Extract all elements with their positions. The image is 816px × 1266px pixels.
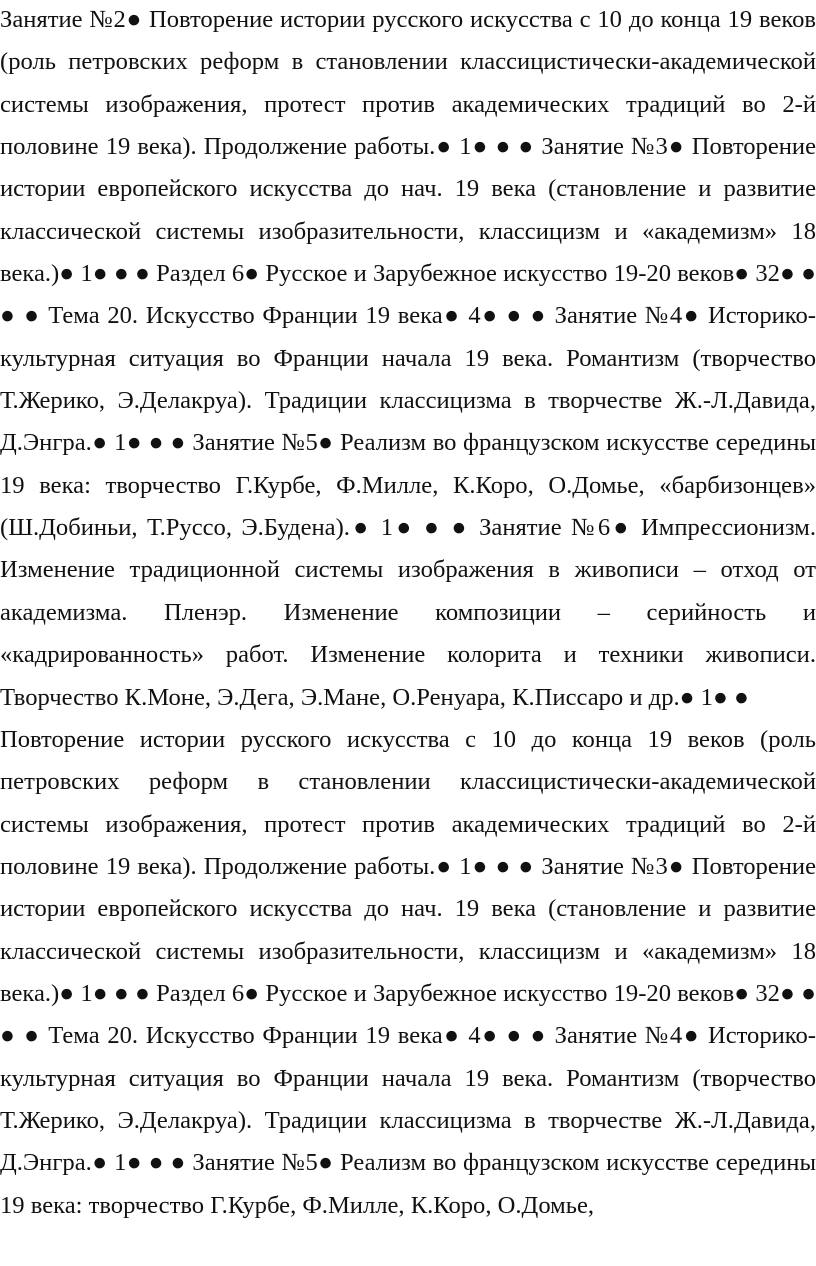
paragraph-course-topics-1: Занятие №2● Повторение истории русского искусства с 10 до конца 19 веков (роль петровских реформ в становлении классицистически-академической системы изображения, протест против академических традиций во 2-й половине 19 века). Продолжение работы.● 1● ● ● Занятие №3● Повторение истории европейского искусства до нач. 19 века (становление и развитие классической системы изобразительности, классицизм и «академизм» 18 века.)● 1● ● ● Раздел 6● Русское и Зарубежное искусство 19-20 веков● 32● ● ● ● Тема 20. Искусство Франции 19 века● 4● ● ● Занятие №4● Историко-культурная ситуация во Франции начала 19 века. Романтизм (творчество Т.Жерико, Э.Делакруа). Традиции классицизма в творчестве Ж.-Л.Давида, Д.Энгра.● 1● ● ● Занятие №5● Реализм во французском искусстве середины 19 века: творчество Г.Курбе, Ф.Милле, К.Коро, О.Домье, «барбизонцев» (Ш.Добиньи, Т.Руссо, Э.Будена).● 1● ● ● Занятие №6● Импрессионизм. Изменение традиционной системы изображения в живописи – отход от академизма. Пленэр. Изменение композиции – серийность и «кадрированность» работ. Изменение колорита и техники живописи. Творчество К.Моне, Э.Дега, Э.Мане, О.Ренуара, К.Писсаро и др.● 1● ●: [0, 6, 816, 711]
paragraph-course-topics-2: Повторение истории русского искусства с 10 до конца 19 веков (роль петровских реформ в становлении классицистически-академической системы изображения, протест против академических традиций во 2-й половине 19 века). Продолжение работы.● 1● ● ● Занятие №3● Повторение истории европейского искусства до нач. 19 века (становление и развитие классической системы изобразительности, классицизм и «академизм» 18 века.)● 1● ● ● Раздел 6● Русское и Зарубежное искусство 19-20 веков● 32● ● ● ● Тема 20. Искусство Франции 19 века● 4● ● ● Занятие №4● Историко-культурная ситуация во Франции начала 19 века. Романтизм (творчество Т.Жерико, Э.Делакруа). Традиции классицизма в творчестве Ж.-Л.Давида, Д.Энгра.● 1● ● ● Занятие №5● Реализм во французском искусстве середины 19 века: творчество Г.Курбе, Ф.Милле, К.Коро, О.Домье,: [0, 725, 816, 1219]
